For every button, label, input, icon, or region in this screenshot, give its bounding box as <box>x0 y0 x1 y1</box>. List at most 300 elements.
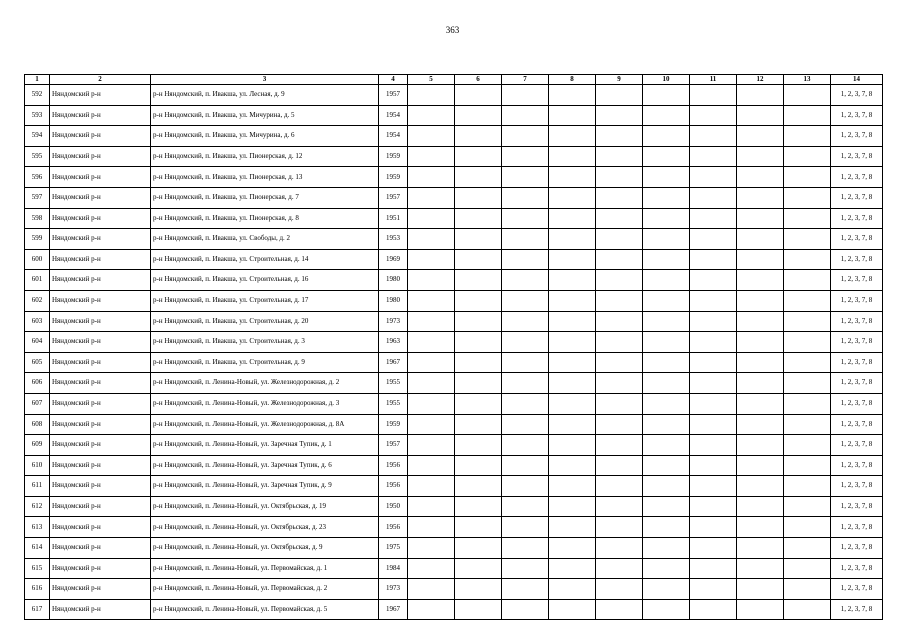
empty-cell-col-7 <box>502 455 549 476</box>
empty-cell-col-11 <box>690 558 737 579</box>
empty-cell-col-11 <box>690 579 737 600</box>
address-cell: р-н Няндомский, п. Ленина-Новый, ул. Первомайская, д. 2 <box>151 579 379 600</box>
table-row <box>25 373 883 394</box>
row-number-cell: 593 <box>25 105 50 126</box>
year-cell: 1955 <box>379 373 408 394</box>
table-row <box>25 352 883 373</box>
district-cell: Няндомский р-н <box>50 85 151 106</box>
column-header-13: 13 <box>784 75 831 85</box>
empty-cell-col-13 <box>784 579 831 600</box>
address-cell: р-н Няндомский, п. Ивакша, ул. Пионерская, д. 8 <box>151 208 379 229</box>
empty-cell-col-9 <box>596 373 643 394</box>
note-cell: 1, 2, 3, 7, 8 <box>831 435 883 456</box>
district-cell: Няндомский р-н <box>50 249 151 270</box>
empty-cell-col-7 <box>502 208 549 229</box>
table-row <box>25 167 883 188</box>
district-cell: Няндомский р-н <box>50 538 151 559</box>
empty-cell-col-9 <box>596 249 643 270</box>
empty-cell-col-9 <box>596 599 643 620</box>
empty-cell-col-6 <box>455 146 502 167</box>
empty-cell-col-10 <box>643 290 690 311</box>
empty-cell-col-6 <box>455 538 502 559</box>
empty-cell-col-7 <box>502 126 549 147</box>
empty-cell-col-5 <box>408 558 455 579</box>
table-row <box>25 208 883 229</box>
address-cell: р-н Няндомский, п. Ивакша, ул. Мичурина, д. 6 <box>151 126 379 147</box>
district-cell: Няндомский р-н <box>50 599 151 620</box>
note-cell: 1, 2, 3, 7, 8 <box>831 126 883 147</box>
empty-cell-col-7 <box>502 558 549 579</box>
address-cell: р-н Няндомский, п. Ивакша, ул. Строительная, д. 16 <box>151 270 379 291</box>
note-cell: 1, 2, 3, 7, 8 <box>831 599 883 620</box>
empty-cell-col-12 <box>737 146 784 167</box>
empty-cell-col-12 <box>737 373 784 394</box>
address-cell: р-н Няндомский, п. Ивакша, ул. Строительная, д. 9 <box>151 352 379 373</box>
year-cell: 1954 <box>379 105 408 126</box>
empty-cell-col-10 <box>643 517 690 538</box>
district-cell: Няндомский р-н <box>50 579 151 600</box>
empty-cell-col-9 <box>596 290 643 311</box>
row-number-cell: 596 <box>25 167 50 188</box>
empty-cell-col-12 <box>737 167 784 188</box>
empty-cell-col-5 <box>408 476 455 497</box>
note-cell: 1, 2, 3, 7, 8 <box>831 208 883 229</box>
empty-cell-col-10 <box>643 476 690 497</box>
empty-cell-col-6 <box>455 208 502 229</box>
empty-cell-col-6 <box>455 105 502 126</box>
empty-cell-col-9 <box>596 187 643 208</box>
column-header-10: 10 <box>643 75 690 85</box>
empty-cell-col-12 <box>737 496 784 517</box>
year-cell: 1984 <box>379 558 408 579</box>
empty-cell-col-5 <box>408 85 455 106</box>
district-cell: Няндомский р-н <box>50 311 151 332</box>
empty-cell-col-13 <box>784 517 831 538</box>
row-number-cell: 613 <box>25 517 50 538</box>
address-cell: р-н Няндомский, п. Ленина-Новый, ул. Заречная Тупик, д. 9 <box>151 476 379 497</box>
empty-cell-col-11 <box>690 311 737 332</box>
empty-cell-col-6 <box>455 332 502 353</box>
address-cell: р-н Няндомский, п. Ивакша, ул. Мичурина, д. 5 <box>151 105 379 126</box>
empty-cell-col-7 <box>502 373 549 394</box>
district-cell: Няндомский р-н <box>50 208 151 229</box>
empty-cell-col-5 <box>408 538 455 559</box>
empty-cell-col-7 <box>502 311 549 332</box>
year-cell: 1956 <box>379 476 408 497</box>
table-row <box>25 146 883 167</box>
empty-cell-col-10 <box>643 270 690 291</box>
year-cell: 1973 <box>379 579 408 600</box>
column-header-3: 3 <box>151 75 379 85</box>
note-cell: 1, 2, 3, 7, 8 <box>831 579 883 600</box>
empty-cell-col-6 <box>455 249 502 270</box>
note-cell: 1, 2, 3, 7, 8 <box>831 290 883 311</box>
empty-cell-col-8 <box>549 455 596 476</box>
empty-cell-col-5 <box>408 599 455 620</box>
empty-cell-col-10 <box>643 187 690 208</box>
empty-cell-col-6 <box>455 187 502 208</box>
empty-cell-col-6 <box>455 435 502 456</box>
year-cell: 1957 <box>379 435 408 456</box>
address-cell: р-н Няндомский, п. Ленина-Новый, ул. Заречная Тупик, д. 1 <box>151 435 379 456</box>
empty-cell-col-10 <box>643 373 690 394</box>
empty-cell-col-8 <box>549 167 596 188</box>
empty-cell-col-11 <box>690 373 737 394</box>
empty-cell-col-8 <box>549 476 596 497</box>
empty-cell-col-12 <box>737 332 784 353</box>
district-cell: Няндомский р-н <box>50 187 151 208</box>
column-header-8: 8 <box>549 75 596 85</box>
empty-cell-col-7 <box>502 249 549 270</box>
year-cell: 1973 <box>379 311 408 332</box>
note-cell: 1, 2, 3, 7, 8 <box>831 352 883 373</box>
empty-cell-col-8 <box>549 496 596 517</box>
note-cell: 1, 2, 3, 7, 8 <box>831 393 883 414</box>
row-number-cell: 600 <box>25 249 50 270</box>
housing-register-table <box>24 74 883 620</box>
year-cell: 1959 <box>379 414 408 435</box>
address-cell: р-н Няндомский, п. Ивакша, ул. Строительная, д. 3 <box>151 332 379 353</box>
empty-cell-col-12 <box>737 311 784 332</box>
empty-cell-col-7 <box>502 435 549 456</box>
note-cell: 1, 2, 3, 7, 8 <box>831 167 883 188</box>
empty-cell-col-10 <box>643 599 690 620</box>
district-cell: Няндомский р-н <box>50 393 151 414</box>
empty-cell-col-5 <box>408 167 455 188</box>
column-header-5: 5 <box>408 75 455 85</box>
empty-cell-col-13 <box>784 249 831 270</box>
column-header-14: 14 <box>831 75 883 85</box>
empty-cell-col-11 <box>690 85 737 106</box>
empty-cell-col-8 <box>549 290 596 311</box>
row-number-cell: 609 <box>25 435 50 456</box>
table-row <box>25 270 883 291</box>
empty-cell-col-9 <box>596 579 643 600</box>
table-header <box>25 75 883 85</box>
address-cell: р-н Няндомский, п. Ивакша, ул. Пионерская, д. 12 <box>151 146 379 167</box>
empty-cell-col-9 <box>596 393 643 414</box>
district-cell: Няндомский р-н <box>50 167 151 188</box>
address-cell: р-н Няндомский, п. Ленина-Новый, ул. Октябрьская, д. 23 <box>151 517 379 538</box>
empty-cell-col-10 <box>643 579 690 600</box>
empty-cell-col-9 <box>596 476 643 497</box>
empty-cell-col-9 <box>596 85 643 106</box>
empty-cell-col-6 <box>455 393 502 414</box>
empty-cell-col-10 <box>643 311 690 332</box>
empty-cell-col-8 <box>549 579 596 600</box>
empty-cell-col-12 <box>737 476 784 497</box>
address-cell: р-н Няндомский, п. Ленина-Новый, ул. Заречная Тупик, д. 6 <box>151 455 379 476</box>
year-cell: 1967 <box>379 599 408 620</box>
empty-cell-col-13 <box>784 599 831 620</box>
empty-cell-col-7 <box>502 393 549 414</box>
empty-cell-col-5 <box>408 496 455 517</box>
empty-cell-col-6 <box>455 229 502 250</box>
empty-cell-col-5 <box>408 249 455 270</box>
empty-cell-col-13 <box>784 435 831 456</box>
address-cell: р-н Няндомский, п. Ленина-Новый, ул. Первомайская, д. 5 <box>151 599 379 620</box>
row-number-cell: 604 <box>25 332 50 353</box>
column-header-11: 11 <box>690 75 737 85</box>
empty-cell-col-8 <box>549 85 596 106</box>
empty-cell-col-6 <box>455 290 502 311</box>
empty-cell-col-12 <box>737 414 784 435</box>
column-header-2: 2 <box>50 75 151 85</box>
empty-cell-col-10 <box>643 105 690 126</box>
note-cell: 1, 2, 3, 7, 8 <box>831 558 883 579</box>
empty-cell-col-7 <box>502 332 549 353</box>
empty-cell-col-10 <box>643 414 690 435</box>
empty-cell-col-8 <box>549 599 596 620</box>
empty-cell-col-13 <box>784 105 831 126</box>
empty-cell-col-13 <box>784 270 831 291</box>
district-cell: Няндомский р-н <box>50 496 151 517</box>
empty-cell-col-10 <box>643 558 690 579</box>
empty-cell-col-8 <box>549 208 596 229</box>
year-cell: 1959 <box>379 167 408 188</box>
empty-cell-col-6 <box>455 476 502 497</box>
note-cell: 1, 2, 3, 7, 8 <box>831 496 883 517</box>
empty-cell-col-13 <box>784 187 831 208</box>
empty-cell-col-10 <box>643 352 690 373</box>
empty-cell-col-12 <box>737 538 784 559</box>
address-cell: р-н Няндомский, п. Ленина-Новый, ул. Железнодорожная, д. 8А <box>151 414 379 435</box>
note-cell: 1, 2, 3, 7, 8 <box>831 146 883 167</box>
empty-cell-col-10 <box>643 538 690 559</box>
note-cell: 1, 2, 3, 7, 8 <box>831 187 883 208</box>
column-header-12: 12 <box>737 75 784 85</box>
empty-cell-col-13 <box>784 393 831 414</box>
note-cell: 1, 2, 3, 7, 8 <box>831 105 883 126</box>
empty-cell-col-8 <box>549 352 596 373</box>
address-cell: р-н Няндомский, п. Ивакша, ул. Строительная, д. 17 <box>151 290 379 311</box>
empty-cell-col-12 <box>737 105 784 126</box>
empty-cell-col-8 <box>549 558 596 579</box>
district-cell: Няндомский р-н <box>50 352 151 373</box>
empty-cell-col-6 <box>455 558 502 579</box>
empty-cell-col-10 <box>643 126 690 147</box>
empty-cell-col-8 <box>549 146 596 167</box>
empty-cell-col-9 <box>596 270 643 291</box>
empty-cell-col-9 <box>596 435 643 456</box>
empty-cell-col-13 <box>784 538 831 559</box>
address-cell: р-н Няндомский, п. Ивакша, ул. Пионерская, д. 7 <box>151 187 379 208</box>
empty-cell-col-5 <box>408 373 455 394</box>
header-row <box>25 75 883 85</box>
empty-cell-col-11 <box>690 435 737 456</box>
year-cell: 1980 <box>379 290 408 311</box>
empty-cell-col-11 <box>690 270 737 291</box>
note-cell: 1, 2, 3, 7, 8 <box>831 249 883 270</box>
empty-cell-col-7 <box>502 476 549 497</box>
address-cell: р-н Няндомский, п. Ивакша, ул. Строительная, д. 14 <box>151 249 379 270</box>
row-number-cell: 595 <box>25 146 50 167</box>
empty-cell-col-10 <box>643 332 690 353</box>
empty-cell-col-5 <box>408 455 455 476</box>
empty-cell-col-11 <box>690 352 737 373</box>
year-cell: 1975 <box>379 538 408 559</box>
table-row <box>25 393 883 414</box>
table-row <box>25 579 883 600</box>
empty-cell-col-10 <box>643 455 690 476</box>
empty-cell-col-7 <box>502 290 549 311</box>
empty-cell-col-6 <box>455 270 502 291</box>
table-body <box>25 85 883 620</box>
empty-cell-col-13 <box>784 229 831 250</box>
empty-cell-col-10 <box>643 208 690 229</box>
address-cell: р-н Няндомский, п. Ивакша, ул. Свободы, д. 2 <box>151 229 379 250</box>
empty-cell-col-11 <box>690 146 737 167</box>
table-row <box>25 187 883 208</box>
empty-cell-col-12 <box>737 229 784 250</box>
empty-cell-col-12 <box>737 270 784 291</box>
address-cell: р-н Няндомский, п. Ленина-Новый, ул. Железнодорожная, д. 2 <box>151 373 379 394</box>
note-cell: 1, 2, 3, 7, 8 <box>831 538 883 559</box>
empty-cell-col-11 <box>690 599 737 620</box>
row-number-cell: 617 <box>25 599 50 620</box>
empty-cell-col-11 <box>690 290 737 311</box>
empty-cell-col-10 <box>643 393 690 414</box>
note-cell: 1, 2, 3, 7, 8 <box>831 455 883 476</box>
district-cell: Няндомский р-н <box>50 229 151 250</box>
empty-cell-col-7 <box>502 85 549 106</box>
empty-cell-col-6 <box>455 373 502 394</box>
row-number-cell: 614 <box>25 538 50 559</box>
empty-cell-col-7 <box>502 187 549 208</box>
row-number-cell: 605 <box>25 352 50 373</box>
empty-cell-col-9 <box>596 146 643 167</box>
district-cell: Няндомский р-н <box>50 373 151 394</box>
empty-cell-col-6 <box>455 85 502 106</box>
year-cell: 1955 <box>379 393 408 414</box>
year-cell: 1950 <box>379 496 408 517</box>
row-number-cell: 598 <box>25 208 50 229</box>
empty-cell-col-12 <box>737 579 784 600</box>
empty-cell-col-13 <box>784 496 831 517</box>
column-header-9: 9 <box>596 75 643 85</box>
empty-cell-col-6 <box>455 126 502 147</box>
empty-cell-col-13 <box>784 332 831 353</box>
empty-cell-col-5 <box>408 393 455 414</box>
year-cell: 1956 <box>379 517 408 538</box>
note-cell: 1, 2, 3, 7, 8 <box>831 311 883 332</box>
empty-cell-col-8 <box>549 435 596 456</box>
row-number-cell: 599 <box>25 229 50 250</box>
empty-cell-col-13 <box>784 352 831 373</box>
empty-cell-col-7 <box>502 538 549 559</box>
note-cell: 1, 2, 3, 7, 8 <box>831 229 883 250</box>
year-cell: 1969 <box>379 249 408 270</box>
table-row <box>25 126 883 147</box>
empty-cell-col-11 <box>690 538 737 559</box>
empty-cell-col-9 <box>596 414 643 435</box>
empty-cell-col-11 <box>690 332 737 353</box>
address-cell: р-н Няндомский, п. Ивакша, ул. Лесная, д. 9 <box>151 85 379 106</box>
empty-cell-col-8 <box>549 311 596 332</box>
row-number-cell: 594 <box>25 126 50 147</box>
row-number-cell: 592 <box>25 85 50 106</box>
empty-cell-col-13 <box>784 290 831 311</box>
district-cell: Няндомский р-н <box>50 476 151 497</box>
year-cell: 1956 <box>379 455 408 476</box>
empty-cell-col-9 <box>596 208 643 229</box>
row-number-cell: 615 <box>25 558 50 579</box>
empty-cell-col-5 <box>408 105 455 126</box>
table-row <box>25 476 883 497</box>
empty-cell-col-11 <box>690 455 737 476</box>
row-number-cell: 597 <box>25 187 50 208</box>
row-number-cell: 607 <box>25 393 50 414</box>
empty-cell-col-7 <box>502 146 549 167</box>
empty-cell-col-8 <box>549 270 596 291</box>
note-cell: 1, 2, 3, 7, 8 <box>831 373 883 394</box>
empty-cell-col-10 <box>643 85 690 106</box>
empty-cell-col-11 <box>690 393 737 414</box>
column-header-7: 7 <box>502 75 549 85</box>
table-row <box>25 599 883 620</box>
empty-cell-col-7 <box>502 167 549 188</box>
empty-cell-col-13 <box>784 558 831 579</box>
empty-cell-col-5 <box>408 208 455 229</box>
district-cell: Няндомский р-н <box>50 146 151 167</box>
table-row <box>25 517 883 538</box>
empty-cell-col-11 <box>690 187 737 208</box>
row-number-cell: 612 <box>25 496 50 517</box>
empty-cell-col-11 <box>690 249 737 270</box>
row-number-cell: 616 <box>25 579 50 600</box>
empty-cell-col-8 <box>549 414 596 435</box>
table-row <box>25 290 883 311</box>
table-row <box>25 558 883 579</box>
empty-cell-col-8 <box>549 373 596 394</box>
column-header-1: 1 <box>25 75 50 85</box>
empty-cell-col-8 <box>549 332 596 353</box>
empty-cell-col-6 <box>455 352 502 373</box>
empty-cell-col-5 <box>408 332 455 353</box>
empty-cell-col-13 <box>784 126 831 147</box>
empty-cell-col-9 <box>596 455 643 476</box>
empty-cell-col-5 <box>408 311 455 332</box>
empty-cell-col-9 <box>596 332 643 353</box>
empty-cell-col-8 <box>549 229 596 250</box>
column-header-4: 4 <box>379 75 408 85</box>
empty-cell-col-13 <box>784 455 831 476</box>
table-row <box>25 496 883 517</box>
empty-cell-col-8 <box>549 187 596 208</box>
empty-cell-col-5 <box>408 187 455 208</box>
empty-cell-col-12 <box>737 249 784 270</box>
empty-cell-col-12 <box>737 126 784 147</box>
empty-cell-col-10 <box>643 146 690 167</box>
empty-cell-col-10 <box>643 435 690 456</box>
empty-cell-col-11 <box>690 167 737 188</box>
row-number-cell: 603 <box>25 311 50 332</box>
empty-cell-col-9 <box>596 167 643 188</box>
table-row <box>25 249 883 270</box>
page-number: 363 <box>445 25 460 35</box>
district-cell: Няндомский р-н <box>50 105 151 126</box>
district-cell: Няндомский р-н <box>50 126 151 147</box>
empty-cell-col-13 <box>784 85 831 106</box>
row-number-cell: 608 <box>25 414 50 435</box>
empty-cell-col-5 <box>408 229 455 250</box>
year-cell: 1957 <box>379 187 408 208</box>
empty-cell-col-12 <box>737 393 784 414</box>
empty-cell-col-9 <box>596 229 643 250</box>
empty-cell-col-6 <box>455 599 502 620</box>
empty-cell-col-11 <box>690 126 737 147</box>
empty-cell-col-11 <box>690 517 737 538</box>
